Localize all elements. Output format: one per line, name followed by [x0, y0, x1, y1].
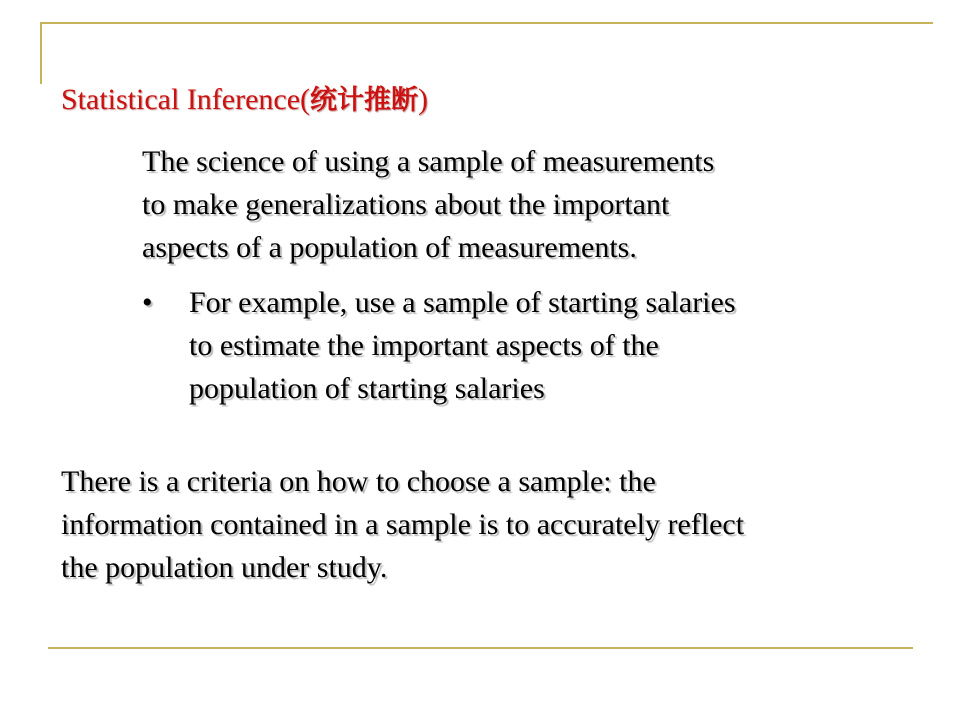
heading-close: ) — [418, 83, 429, 116]
frame-left-rule — [40, 22, 42, 84]
definition-line: to make generalizations about the important — [142, 188, 670, 221]
heading-text: Statistical Inference( — [61, 83, 311, 116]
criteria-line: information contained in a sample is to accurately reflect — [61, 508, 745, 541]
definition-line: aspects of a population of measurements. — [142, 231, 637, 264]
bullet-line: to estimate the important aspects of the — [189, 329, 659, 362]
definition-paragraph — [142, 140, 714, 269]
heading-chinese: 统计推断 — [310, 85, 419, 116]
bullet-marker: • — [142, 286, 153, 319]
criteria-line: the population under study. — [61, 551, 388, 584]
criteria-line: There is a criteria on how to choose a sample: the — [61, 465, 656, 498]
bullet-text — [189, 281, 736, 410]
bullet-line: population of starting salaries — [189, 372, 545, 405]
frame-bottom-rule — [48, 647, 913, 649]
criteria-paragraph — [61, 460, 744, 589]
slide-heading — [61, 80, 428, 121]
frame-top-rule — [40, 22, 933, 24]
bullet-line: For example, use a sample of starting salaries — [189, 286, 736, 319]
definition-line: The science of using a sample of measurements — [142, 145, 715, 178]
